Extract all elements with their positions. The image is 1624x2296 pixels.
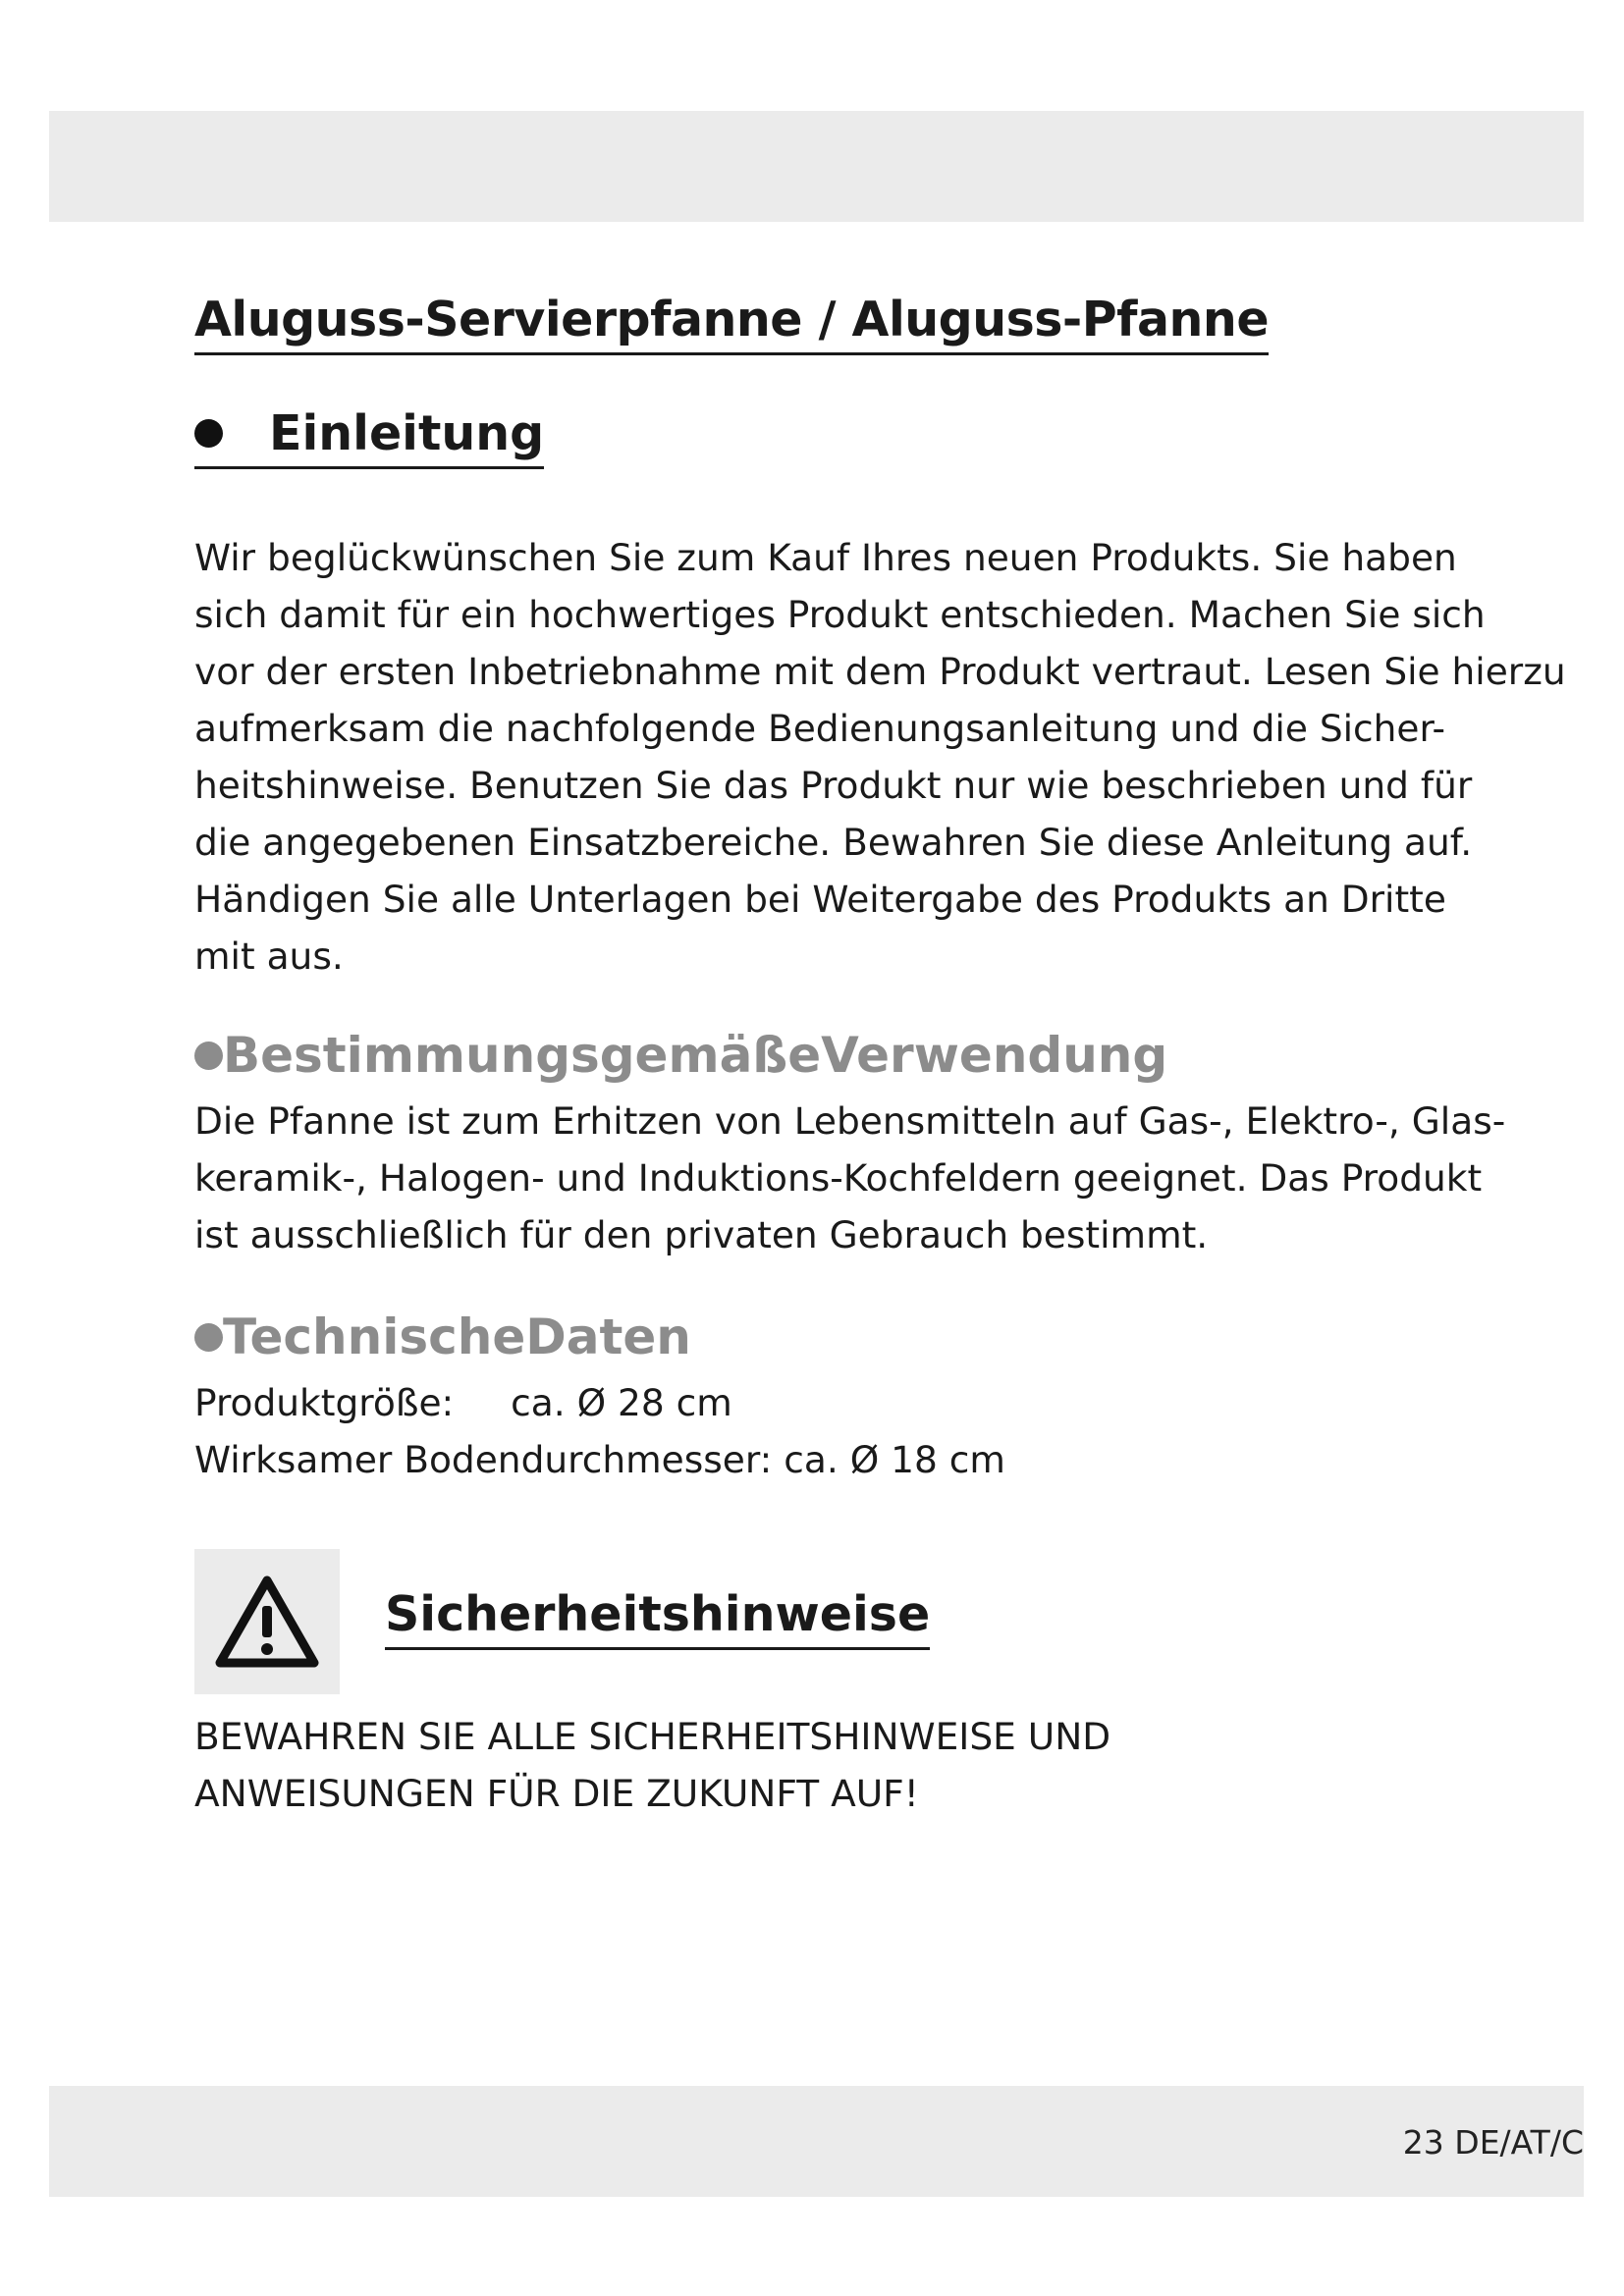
warning-triangle-icon bbox=[194, 1549, 340, 1694]
text-line: ANWEISUNGEN FÜR DIE ZUKUNFT AUF! bbox=[194, 1772, 919, 1815]
paragraph-einleitung bbox=[194, 529, 1566, 985]
heading-sicherheitshinweise: Sicherheitshinweise bbox=[385, 1586, 930, 1650]
header-band bbox=[49, 111, 1584, 222]
heading-verwendung-text: BestimmungsgemäßeVerwendung bbox=[223, 1027, 1168, 1084]
text-line: keramik-, Halogen- und Induktions-Kochfeldern geeignet. Das Produkt bbox=[194, 1156, 1483, 1200]
text-line: Händigen Sie alle Unterlagen bei Weitergabe des Produkts an Dritte bbox=[194, 878, 1446, 921]
spec-value: ca. Ø 28 cm bbox=[511, 1381, 732, 1424]
text-line: Die Pfanne ist zum Erhitzen von Lebensmitteln auf Gas-, Elektro-, Glas- bbox=[194, 1099, 1506, 1143]
heading-verwendung bbox=[194, 1027, 1167, 1084]
text-line: vor der ersten Inbetriebnahme mit dem Produkt vertraut. Lesen Sie hierzu bbox=[194, 650, 1566, 693]
page-number: 23 DE/AT/C bbox=[1402, 2123, 1584, 2162]
heading-einleitung-text: Einleitung bbox=[269, 405, 545, 461]
heading-einleitung bbox=[194, 405, 544, 469]
paragraph-verwendung bbox=[194, 1093, 1505, 1263]
heading-technische-daten bbox=[194, 1308, 691, 1365]
document-title: Aluguss-Servierpfanne / Aluguss-Pfanne bbox=[194, 292, 1269, 355]
text-line: mit aus. bbox=[194, 934, 344, 978]
spec-row bbox=[194, 1374, 1005, 1431]
bullet-icon bbox=[194, 419, 223, 448]
spec-list bbox=[194, 1374, 1005, 1488]
text-line: aufmerksam die nachfolgende Bedienungsanleitung und die Sicher- bbox=[194, 707, 1446, 750]
heading-technische-daten-text: TechnischeDaten bbox=[223, 1308, 691, 1365]
safety-notice bbox=[194, 1708, 1110, 1822]
bullet-icon bbox=[194, 1041, 223, 1070]
text-line: heitshinweise. Benutzen Sie das Produkt nur wie beschrieben und für bbox=[194, 764, 1473, 807]
spec-row bbox=[194, 1431, 1005, 1488]
bullet-icon bbox=[194, 1323, 223, 1352]
text-line: Wir beglückwünschen Sie zum Kauf Ihres neuen Produkts. Sie haben bbox=[194, 536, 1457, 579]
spec-value: ca. Ø 18 cm bbox=[784, 1438, 1005, 1481]
spec-label: Wirksamer Bodendurchmesser: bbox=[194, 1438, 773, 1481]
spec-label: Produktgröße: bbox=[194, 1381, 455, 1424]
footer-band bbox=[49, 2086, 1584, 2197]
text-line: ist ausschließlich für den privaten Gebrauch bestimmt. bbox=[194, 1213, 1209, 1256]
text-line: die angegebenen Einsatzbereiche. Bewahren Sie diese Anleitung auf. bbox=[194, 821, 1473, 864]
text-line: sich damit für ein hochwertiges Produkt entschieden. Machen Sie sich bbox=[194, 593, 1486, 636]
text-line: BEWAHREN SIE ALLE SICHERHEITSHINWEISE UND bbox=[194, 1715, 1111, 1758]
